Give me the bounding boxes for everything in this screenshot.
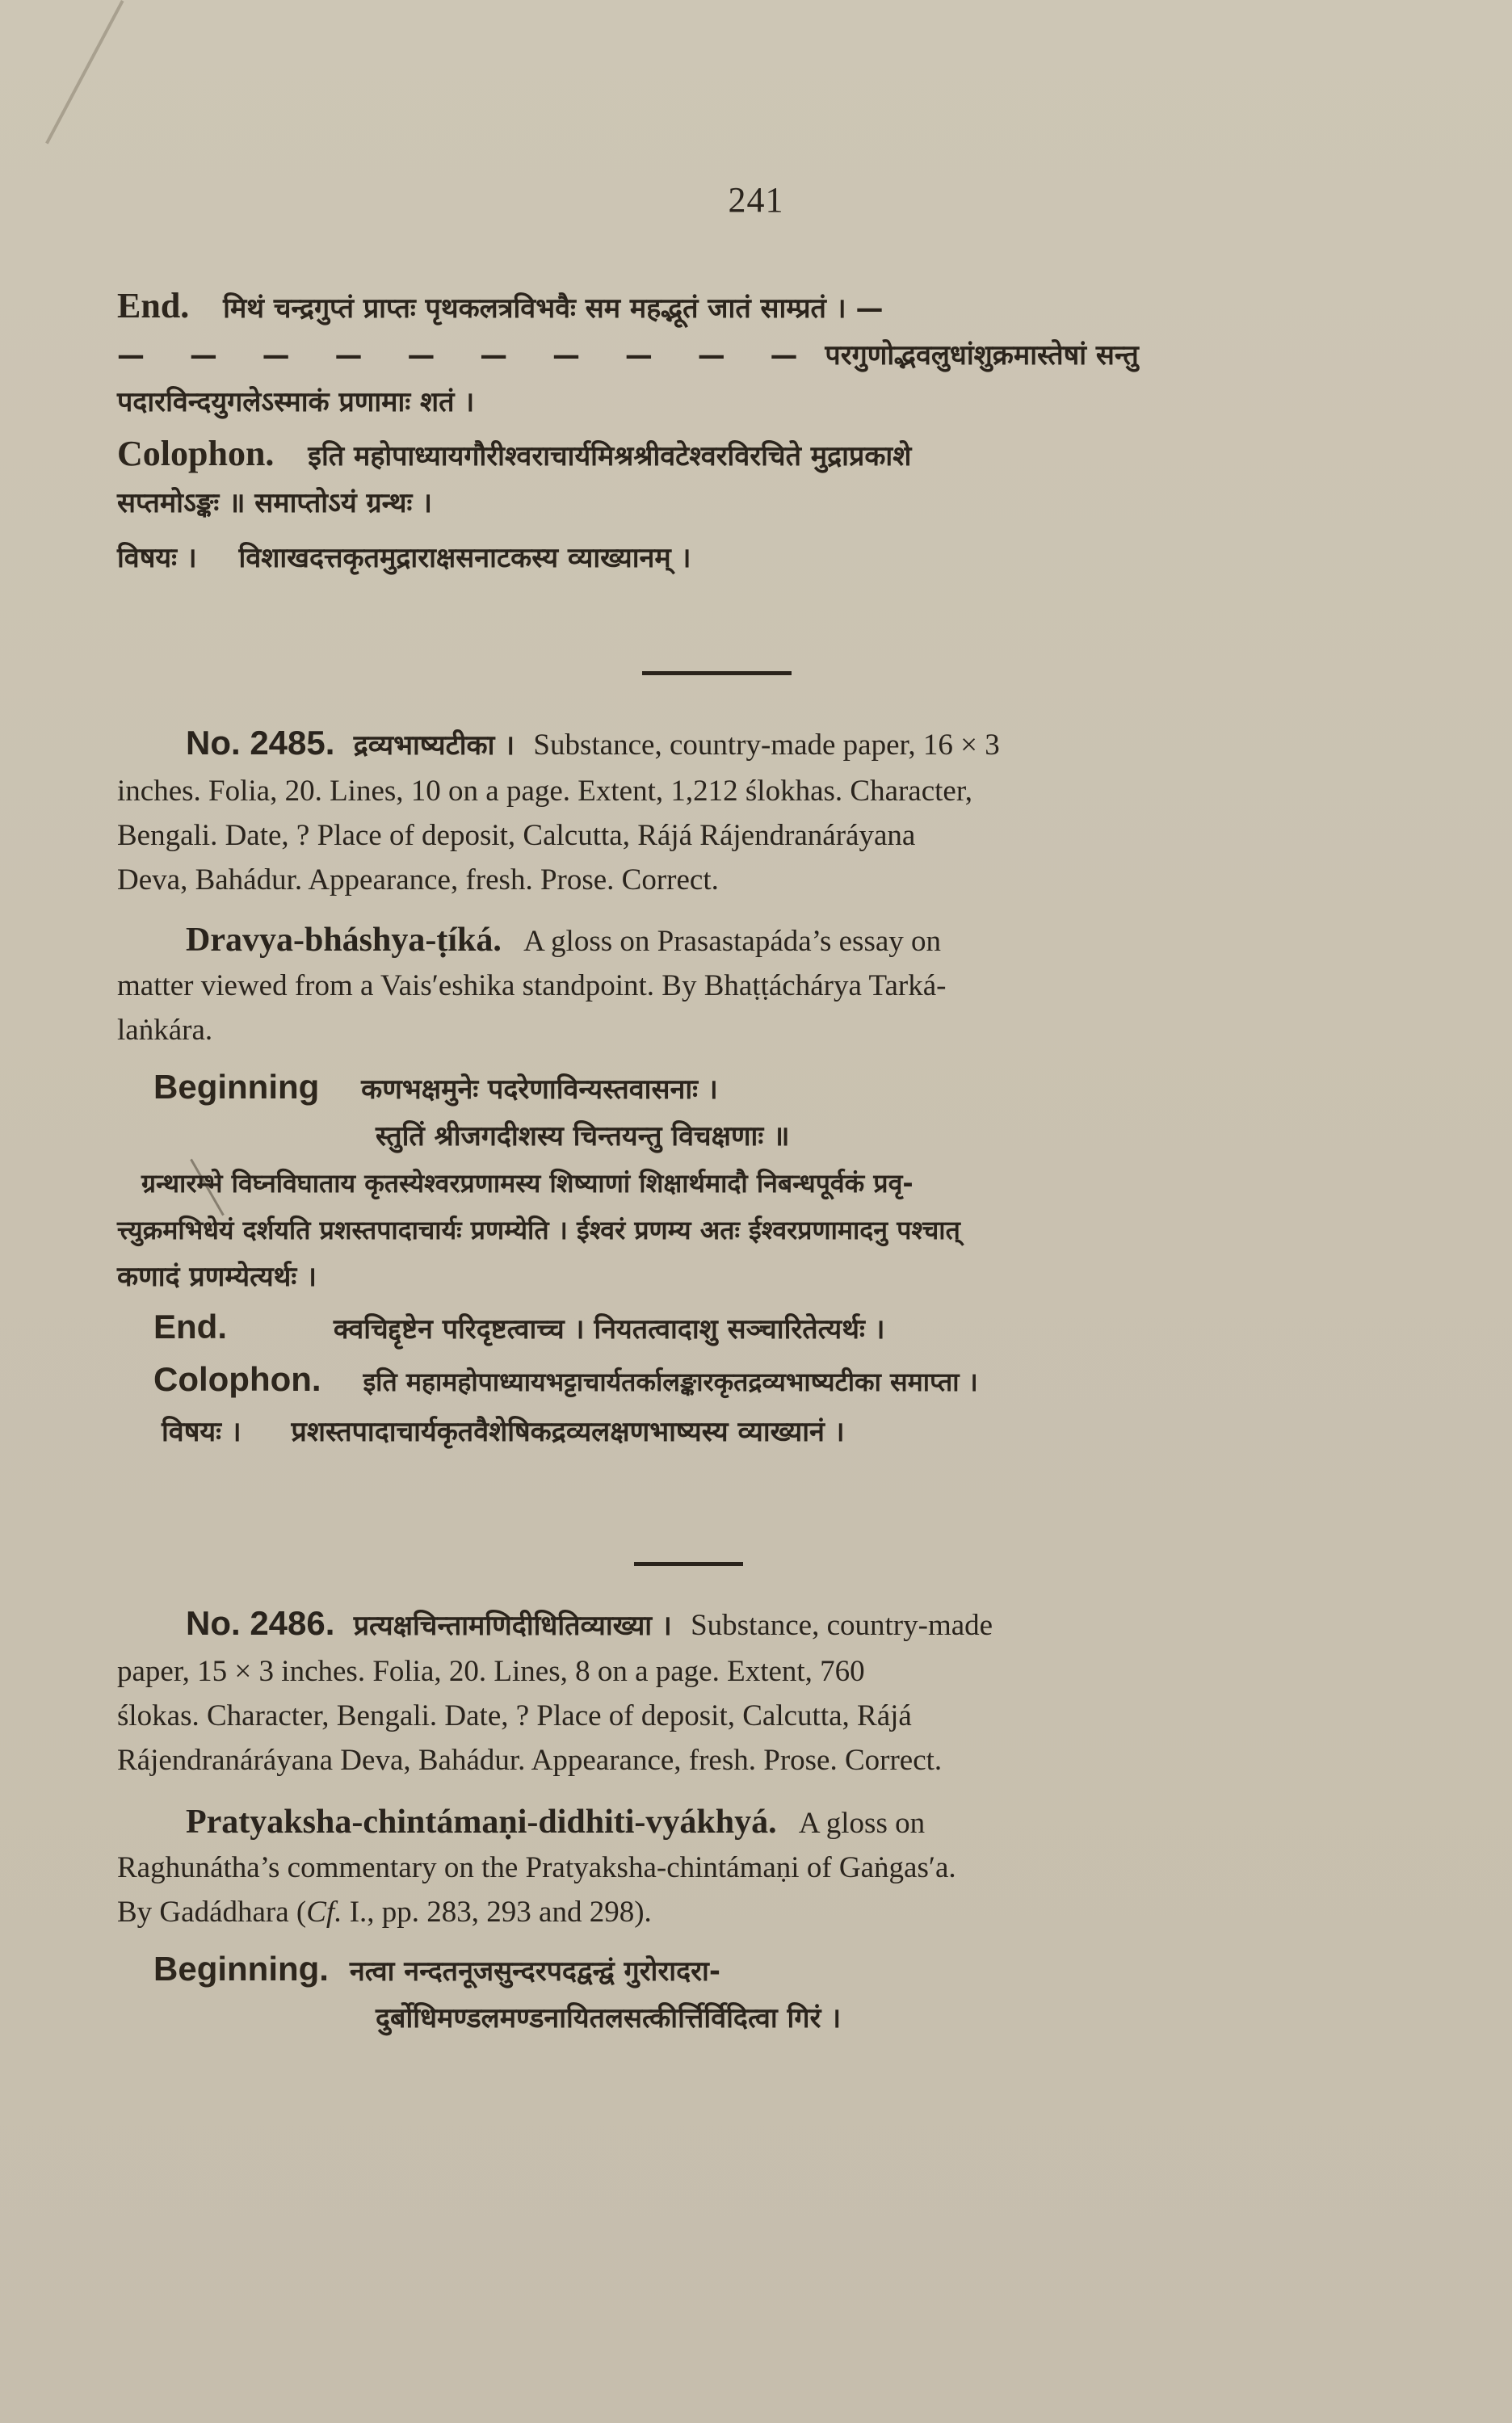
description-line-2: Raghunátha’s commentary on the Pratyaksha-chintámaṇi of Gaṅgas′a.: [117, 1851, 956, 1884]
end-text: क्वचिद्दृष्टेन परिदृष्टत्वाच्च । नियतत्वादाशु सञ्चारितेत्यर्थः ।: [333, 1313, 885, 1346]
beginning-text-4: त्त्युक्रमभिधेयं दर्शयति प्रशस्तपादाचार्यः प्रणम्येति । ईश्वरं प्रणम्य अतः ईश्वरप्रणामादनु पश्चात्: [117, 1215, 960, 1245]
subject-line: [117, 535, 1244, 582]
details-line-2: paper, 15 × 3 inches. Folia, 20. Lines, 8 on a page. Extent, 760: [117, 1655, 865, 1688]
beginning-label: Beginning.: [153, 1950, 329, 1988]
beginning-text-3: ग्रन्थारम्भे विघ्नविघाताय कृतस्येश्वरप्रणामस्य शिष्याणां शिक्षार्थमादौ निबन्धपूर्वकं प्रवृ-: [141, 1168, 914, 1199]
colophon-text: इति महामहोपाध्यायभट्टाचार्यतर्कालङ्कारकृतद्रव्यभाष्यटीका समाप्ता ।: [363, 1367, 978, 1397]
description-line-1: A gloss on Prasastapáda’s essay on: [523, 925, 942, 958]
previous-entry-continuation: [117, 283, 1244, 582]
end-label: End.: [117, 286, 190, 325]
page-number: 241: [728, 180, 784, 220]
end-text-1: मिथं चन्द्रगुप्तं प्राप्तः पृथकलत्रविभवैः सम महद्भूतं जातं साम्प्रतं । —: [223, 292, 884, 325]
details-line-1: Substance, country-made: [691, 1609, 993, 1642]
beginning-text-1: कणभक्षमुनेः पदरेणाविन्यस्तवासनाः ।: [361, 1073, 718, 1106]
colophon-text-2: सप्तमोऽङ्कः ॥ समाप्तोऽयं ग्रन्थः ।: [117, 487, 433, 519]
colophon-text-1: इति महोपाध्यायगौरीश्वराचार्यमिश्रश्रीवटेश्वरविरचिते मुद्राप्रकाशे: [308, 440, 912, 472]
subject-text: प्रशस्तपादाचार्यकृतवैशेषिकद्रव्यलक्षणभाष्यस्य व्याख्यानं ।: [291, 1416, 845, 1448]
subject-label: विषयः ।: [117, 542, 197, 574]
details-line-4: Deva, Bahádur. Appearance, fresh. Prose. Correct.: [117, 863, 719, 897]
beginning-text-5: कणादं प्रणम्येत्यर्थः ।: [117, 1261, 317, 1293]
entry-title-roman: Pratyaksha-chintámaṇi-didhiti-vyákhyá.: [186, 1804, 777, 1841]
entry-2486-description: [117, 1800, 1244, 1934]
entry-number: No. 2486.: [186, 1604, 335, 1642]
entry-2486-details: [117, 1601, 1244, 1783]
subject-label: विषयः ।: [162, 1416, 242, 1448]
beginning-text-1: नत्वा नन्दतनूजसुन्दरपदद्वन्द्वं गुरोरादरा-: [349, 1955, 720, 1988]
subject-line: [117, 1409, 1244, 1455]
entry-2485-details: [117, 720, 1244, 902]
description-line-1: A gloss on: [798, 1807, 926, 1840]
entry-title-devanagari: प्रत्यक्षचिन्तामणिदीधितिव्याख्या ।: [353, 1610, 672, 1642]
description-line-2: matter viewed from a Vais′eshika standpoint. By Bhaṭṭáchárya Tarká-: [117, 969, 947, 1002]
details-line-3: ślokas. Character, Bengali. Date, ? Place of deposit, Calcutta, Rájá: [117, 1699, 912, 1732]
description-cf: Cf.: [306, 1896, 342, 1929]
beginning-line: [117, 1946, 1244, 1995]
beginning-label: Beginning: [153, 1068, 320, 1106]
entry-title-roman: Dravya-bháshya-ṭíká.: [186, 922, 502, 959]
end-line: [117, 1304, 1244, 1353]
details-line-1: Substance, country-made paper, 16 × 3: [533, 729, 1000, 762]
details-line-2: inches. Folia, 20. Lines, 10 on a page. Extent, 1,212 ślokhas. Character,: [117, 775, 972, 808]
omission-dashes: — — — — — — — — — —: [117, 339, 816, 372]
end-line-2: [117, 332, 1244, 379]
paper-crease-mark: [45, 0, 124, 144]
end-line: [117, 283, 1244, 332]
entry-number: No. 2485.: [186, 724, 335, 762]
entry-2485: [117, 720, 1244, 1455]
end-text-3: पदारविन्दयुगलेऽस्माकं प्रणामाः शतं ।: [117, 386, 475, 418]
subject-text: विशाखदत्तकृतमुद्राराक्षसनाटकस्य व्याख्यानम् ।: [238, 542, 691, 574]
details-line-4: Rájendranáráyana Deva, Bahádur. Appearance, fresh. Prose. Correct.: [117, 1744, 943, 1777]
colophon-line: [117, 1356, 1244, 1405]
section-divider: [642, 671, 792, 675]
beginning-text-2: स्तुतिं श्रीजगदीशस्य चिन्तयन्तु विचक्षणाः ॥: [376, 1120, 790, 1153]
details-line-3: Bengali. Date, ? Place of deposit, Calcutta, Rájá Rájendranáráyana: [117, 819, 916, 852]
description-line-3-suffix: I., pp. 283, 293 and 298).: [342, 1896, 652, 1929]
description-line-3-prefix: By Gadádhara (: [117, 1896, 307, 1929]
entry-title-devanagari: द्रव्यभाष्यटीका ।: [353, 729, 515, 762]
entry-2485-description: [117, 918, 1244, 1052]
colophon-label: Colophon.: [117, 434, 275, 473]
colophon-line: [117, 430, 1244, 480]
end-label: End.: [153, 1308, 227, 1346]
beginning-line: [117, 1064, 1244, 1113]
colophon-label: Colophon.: [153, 1360, 321, 1398]
end-text-2: परगुणोद्भवलुधांशुक्रमास्तेषां सन्तु: [825, 339, 1139, 372]
description-line-3: laṅkára.: [117, 1014, 213, 1047]
section-divider: [634, 1562, 743, 1566]
entry-2486: [117, 1601, 1244, 2042]
beginning-text-2: दुर्बोधिमण्डलमण्डनायितलसत्कीर्त्तिर्विदित्वा गिरं ।: [376, 2002, 842, 2035]
